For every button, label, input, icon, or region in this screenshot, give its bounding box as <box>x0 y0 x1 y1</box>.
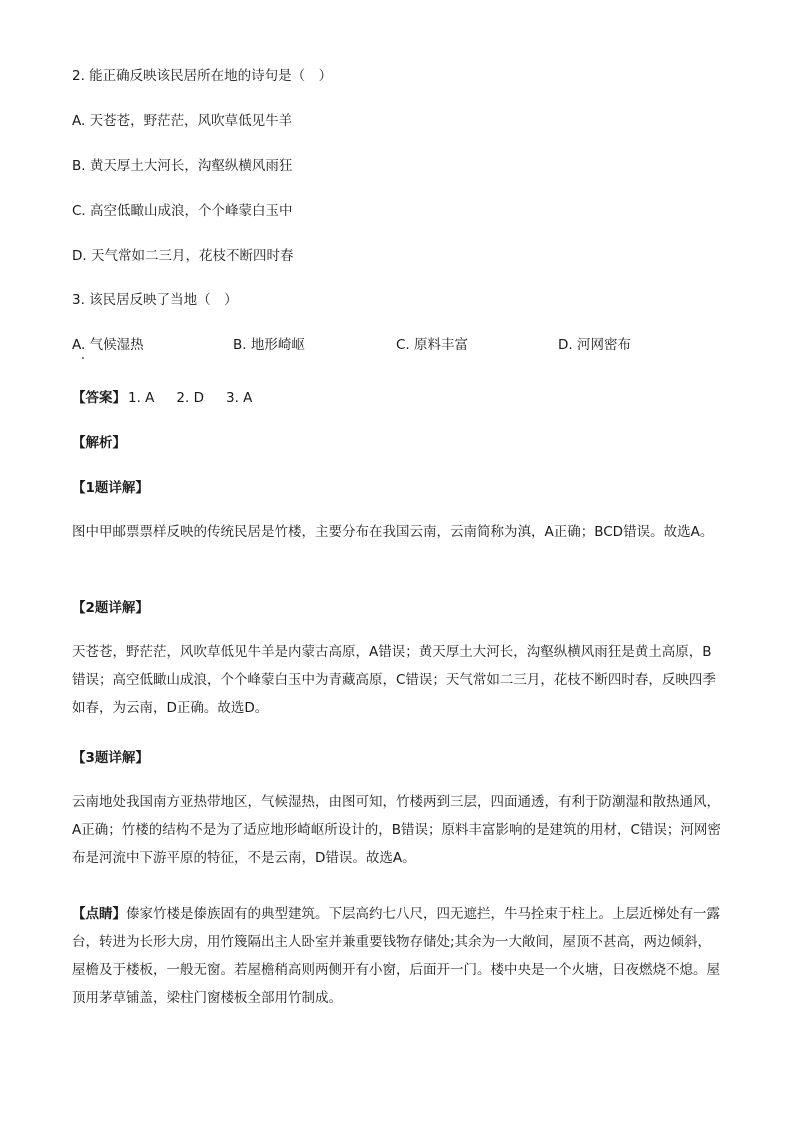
detail-2-text: 天苍苍，野茫茫，风吹草低见牛羊是内蒙古高原，A错误；黄天厚土大河长，沟壑纵横风雨狂是黄土高原，B错误；高空低瞰山成浪，个个峰蒙白玉中为青藏高原，C错误；天气常如二三月，花枝不断四时春，反映四季如春，为云南，D正确。故选D。 <box>72 644 716 716</box>
question-2-stem: 2. 能正确反映该民居所在地的诗句是（ ） <box>72 68 333 84</box>
note-text: 傣家竹楼是傣族固有的典型建筑。下层高约七八尺，四无遮拦，牛马拴束于柱上。上层近梯处有一露台，转进为长形大房，用竹篾隔出主人卧室并兼重要钱物存储处;其余为一大敞间，屋顶不甚高，两边倾斜，屋檐及于楼板，一般无窗。若屋檐稍高则两侧开有小窗，后面开一门。楼中央是一个火塘，日夜燃烧不熄。屋顶用茅草铺盖，梁柱门窗楼板全部用竹制成。 <box>72 906 720 1006</box>
question-3-option-d: D. 河网密布 <box>558 337 631 353</box>
stray-dot <box>82 357 84 359</box>
question-2-option-a: A. 天苍苍，野茫茫，风吹草低见牛羊 <box>72 113 293 129</box>
question-2-option-d: D. 天气常如二三月，花枝不断四时春 <box>72 248 294 264</box>
note-tag: 【点睛】 <box>72 906 126 922</box>
detail-1-text: 图中甲邮票票样反映的传统民居是竹楼，主要分布在我国云南，云南简称为滇，A正确；BCD错误。故选A。 <box>72 524 714 540</box>
answer-2: 2. D <box>176 390 204 406</box>
detail-3-text: 云南地处我国南方亚热带地区，气候湿热，由图可知，竹楼两到三层，四面通透，有利于防潮湿和散热通风，A正确；竹楼的结构不是为了适应地形崎岖所设计的，B错误；原料丰富影响的是建筑的用材，C错误；河网密布是河流中下游平原的特征，不是云南，D错误。故选A。 <box>72 794 721 866</box>
detail-2-heading: 【2题详解】 <box>72 600 149 616</box>
detail-1-heading: 【1题详解】 <box>72 480 149 496</box>
answer-tag: 【答案】 <box>72 390 126 406</box>
analysis-heading: 【解析】 <box>72 435 126 451</box>
question-3-stem: 3. 该民居反映了当地（ ） <box>72 292 238 308</box>
detail-3-heading: 【3题详解】 <box>72 750 149 766</box>
answer-line <box>72 390 252 406</box>
question-3-option-b: B. 地形崎岖 <box>233 337 305 353</box>
question-2-option-b: B. 黄天厚土大河长，沟壑纵横风雨狂 <box>72 158 293 174</box>
question-3-option-c: C. 原料丰富 <box>396 337 469 353</box>
answer-1: 1. A <box>128 390 155 406</box>
question-2-option-c: C. 高空低瞰山成浪，个个峰蒙白玉中 <box>72 203 293 219</box>
question-3-option-a: A. 气候湿热 <box>72 337 144 353</box>
note-paragraph <box>72 900 722 1012</box>
answer-3: 3. A <box>226 390 253 406</box>
